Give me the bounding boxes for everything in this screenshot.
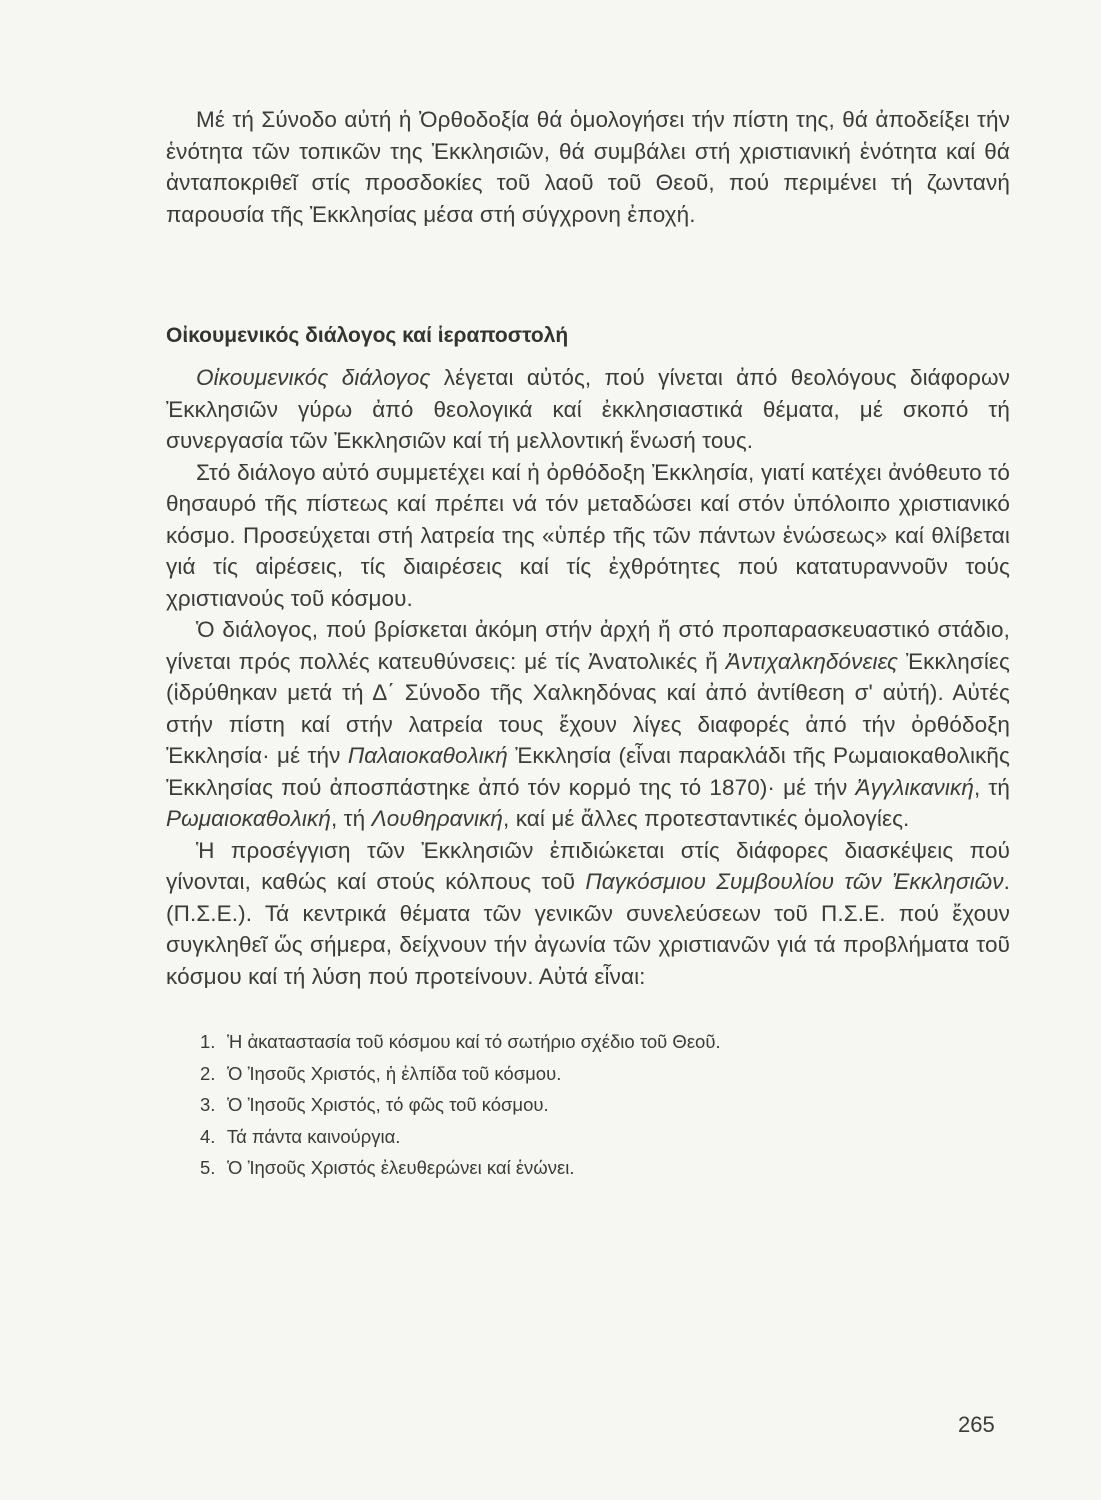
dialogue-text-1: Ὁ διάλογος, πού βρίσκεται ἀκόμη στήν ἀρχή ἤ στό προπαρασκευαστικό στάδιο, γίνεται πρός πολλές κατευθύνσεις: μέ τίς Ἀνατολικές ἤ [166, 617, 1010, 674]
list-item: 1. Ἡ ἀκαταστασία τοῦ κόσμου καί τό σωτήριο σχέδιο τοῦ Θεοῦ. [200, 1031, 721, 1052]
term-old-catholic: Παλαιοκαθολική [347, 743, 508, 768]
list-item: 4. Τά πάντα καινούργια. [200, 1125, 401, 1147]
dialogue-text-5: , τή [330, 806, 372, 831]
dialogue-text-6: , καί μέ ἄλλες προτεσταντικές ὁμολογίες. [503, 806, 910, 831]
definition-text: λέγεται αὐτός, πού γίνεται ἀπό θεολόγους διάφορων Ἐκκλησιῶν γύρω ἀπό θεολογικά καί ἐκκλησιαστικά θέματα, μέ σκοπό τή συνεργασία τῶν Ἐκκλησιῶν καί τή μελλοντική ἕνωσή τους. [166, 365, 1010, 453]
dialogue-directions-paragraph [166, 614, 1010, 835]
definition-paragraph [166, 362, 1010, 457]
intro-paragraph: Μέ τή Σύνοδο αὐτή ἡ Ὀρθοδοξία θά ὁμολογήσει τήν πίστη της, θά ἀποδείξει τήν ἑνότητα τῶν τοπικῶν της Ἐκκλησιῶν, θά συμβάλει στή χριστιανική ἑνότητα καί θά ἀνταποκριθεῖ στίς προσδοκίες τοῦ λαοῦ τοῦ Θεοῦ, πού περιμένει τή ζωντανή παρουσία τῆς Ἐκκλησίας μέσα στή σύγχρονη ἐποχή. [166, 107, 1010, 227]
page-number: 265 [958, 1412, 995, 1437]
wcc-paragraph [166, 835, 1010, 993]
list-item: 2. Ὁ Ἰησοῦς Χριστός, ἡ ἐλπίδα τοῦ κόσμου. [200, 1062, 562, 1084]
term-roman-catholic: Ρωμαιοκαθολική [166, 806, 331, 831]
term-antichalcedonian: Ἀντιχαλκηδόνειες [725, 648, 898, 674]
definition-term: Οἰκουμενικός διάλογος [196, 365, 431, 390]
dialogue-text-2: Ἐκκλησίες (ἱδρύθηκαν μετά τή Δ΄ Σύνοδο τῆς Χαλκηδόνας καί ἀπό ἀντίθεση σ' αὐτή). Αὐτές στήν πίστη καί στήν λατρεία τους ἔχουν λίγες διαφορές ἀπό τήν ὀρθόδοξη Ἐκκλησία· μέ τήν [166, 648, 1010, 768]
list-item: 5. Ὁ Ἰησοῦς Χριστός ἐλευθερώνει καί ἑνώνει. [200, 1157, 575, 1178]
dialogue-text-4: , τή [973, 774, 1011, 800]
term-anglican: Ἀγγλικανική [855, 774, 974, 800]
page-body [166, 104, 1010, 1184]
assembly-themes-list [200, 1026, 1010, 1184]
participation-paragraph: Στό διάλογο αὐτό συμμετέχει καί ἡ ὀρθόδοξη Ἐκκλησία, γιατί κατέχει ἀνόθευτο τό θησαυρό τῆς πίστεως καί πρέπει νά τόν μεταδώσει καί στόν ὑπόλοιπο χριστιανικό κόσμο. Προσεύχεται στή λατρεία της «ὑπέρ τῆς τῶν πάντων ἑνώσεως» καί θλίβεται γιά τίς αἱρέσεις, τίς διαιρέσεις καί τίς ἐχθρότητες πού κατατυραννοῦν τούς χριστιανούς τοῦ κόσμου. [166, 459, 1010, 611]
list-item: 3. Ὁ Ἰησοῦς Χριστός, τό φῶς τοῦ κόσμου. [200, 1094, 549, 1115]
dialogue-text-3: Ἐκκλησία (εἶναι παρακλάδι τῆς Ρωμαιοκαθολικῆς Ἐκκλησίας πού ἀποσπάστηκε ἀπό τόν κορμό της τό 1870)· μέ τήν [166, 743, 1010, 800]
term-wcc: Παγκόσμιου Συμβουλίου τῶν Ἐκκλησιῶν [585, 869, 1004, 894]
section-heading: Οἰκουμενικός διάλογος καί ἱεραποστολή [166, 324, 569, 347]
wcc-text-1: Ἡ προσέγγιση τῶν Ἐκκλησιῶν ἐπιδιώκεται στίς διάφορες διασκέψεις πού γίνονται, καθώς καί στούς κόλπους τοῦ [166, 837, 1010, 894]
wcc-text-2: . (Π.Σ.Ε.). Τά κεντρικά θέματα τῶν γενικῶν συνελεύσεων τοῦ Π.Σ.Ε. πού ἔχουν συγκληθεῖ ὥς σήμερα, δείχνουν τήν ἀγωνία τῶν χριστιανῶν γιά τά προβλήματα τοῦ κόσμου καί τή λύση πού προτείνουν. Αὐτά εἶναι: [166, 869, 1010, 989]
term-lutheran: Λουθηρανική [371, 806, 504, 831]
